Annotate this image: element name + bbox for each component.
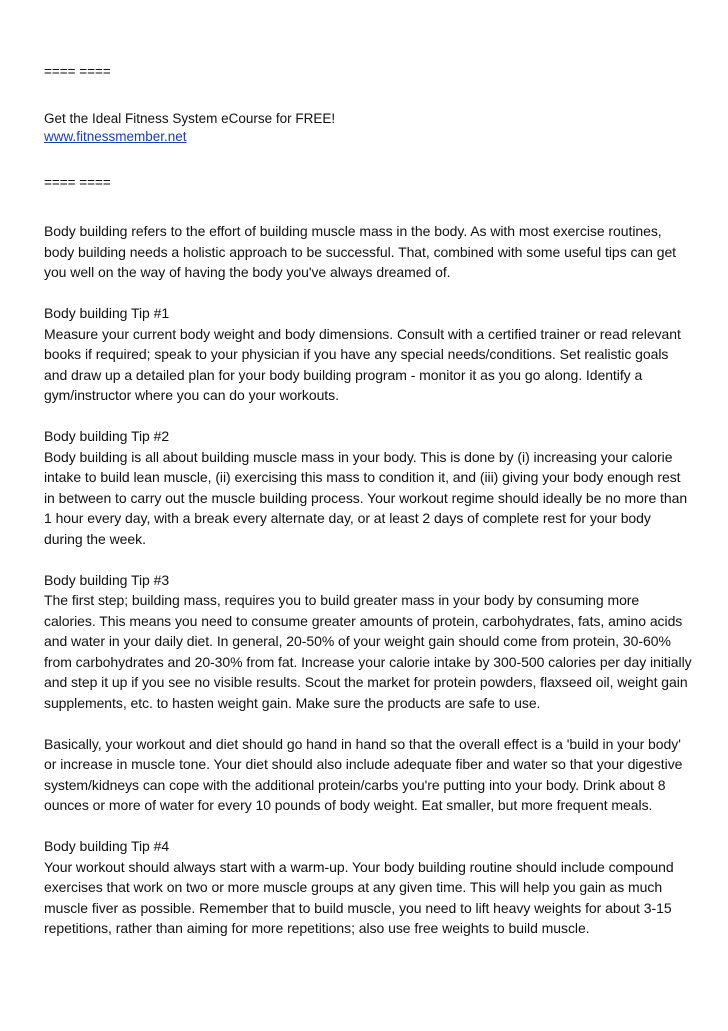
separator-top: ==== ==== bbox=[44, 64, 111, 79]
tip-1 bbox=[44, 303, 692, 406]
tip-4-heading: Body building Tip #4 bbox=[44, 838, 170, 854]
intro-paragraph: Body building refers to the effort of building muscle mass in the body. As with most exercise routines, body building needs a holistic approach to be successful. That, combined with some useful tips can get you well on the way of having the body you've always dreamed of. bbox=[44, 223, 677, 280]
tip-2-heading: Body building Tip #2 bbox=[44, 428, 170, 444]
article-body bbox=[44, 221, 692, 959]
tip-3-heading: Body building Tip #3 bbox=[44, 571, 170, 588]
tip-1-heading: Body building Tip #1 bbox=[44, 305, 170, 321]
diet-paragraph: Basically, your workout and diet should go hand in hand so that the overall effect is a 'build in your body' or increase in muscle tone. Your diet should also include adequate fiber and water so that your digestive system/kidneys can cope with the additional protein/carbs you're putting into your body. Drink about 8 ounces or more of water for every 10 pounds of body weight. Eat smaller, but more frequent meals. bbox=[44, 735, 683, 813]
tip-3 bbox=[44, 570, 692, 714]
tip-3-text: The first step; building mass, requires you to build greater mass in your body by consuming more calories. This means you need to consume greater amounts of protein, carbohydrates, fats, amino acids and water in your daily diet. In general, 20-50% of your weight gain should come from protein, 30-60% from carbohydrates and 20-30% from fat. Increase your calorie intake by 300-500 calories per day initially and step it up if you see no visible results. Scout the market for protein powders, flaxseed oil, weight gain supplements, etc. to hasten weight gain. Make sure the products are safe to use. bbox=[44, 592, 692, 711]
tip-2-text: Body building is all about building muscle mass in your body. This is done by (i) increasing your calorie intake to build lean muscle, (ii) exercising this mass to condition it, and (iii) giving your body enough rest in between to carry out the muscle building process. Your workout regime should ideally be no more than 1 hour every day, with a break every alternate day, or at least 2 days of complete rest for your body during the week. bbox=[44, 448, 688, 547]
promo-link[interactable]: www.fitnessmember.net bbox=[44, 129, 187, 144]
tip-2 bbox=[44, 426, 692, 549]
tip-1-text: Measure your current body weight and body dimensions. Consult with a certified trainer or read relevant books if required; speak to your physician if you have any special needs/conditions. Set realistic goals and draw up a detailed plan for your body building program - monitor it as you go along. Identify a gym/instructor where you can do your workouts. bbox=[44, 325, 681, 403]
tip-4 bbox=[44, 836, 692, 939]
separator-bottom: ==== ==== bbox=[44, 175, 111, 190]
promo-text: Get the Ideal Fitness System eCourse for FREE! bbox=[44, 111, 336, 126]
tip-4-text: Your workout should always start with a warm-up. Your body building routine should include compound exercises that work on two or more muscle groups at any given time. This will help you gain as much muscle fiver as possible. Remember that to build muscle, you need to lift heavy weights for about 3-15 repetitions, rather than aiming for more repetitions; also use free weights to build muscle. bbox=[44, 858, 674, 936]
